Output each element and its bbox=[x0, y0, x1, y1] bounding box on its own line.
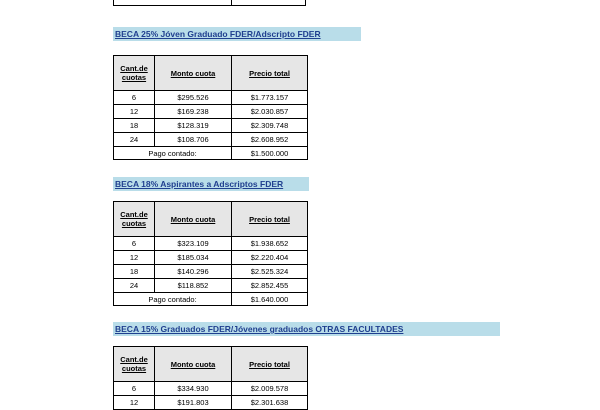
cell-monto: $295.526 bbox=[155, 91, 232, 105]
contado-label: Pago contado: bbox=[114, 147, 232, 160]
cell-monto: $185.034 bbox=[155, 251, 232, 265]
cell-precio: $2.220.404 bbox=[232, 251, 308, 265]
cell-monto: $108.706 bbox=[155, 133, 232, 147]
cell-cuotas: 12 bbox=[114, 105, 155, 119]
cell-precio: $2.030.857 bbox=[232, 105, 308, 119]
table-row bbox=[114, 105, 308, 119]
price-table-beca-18 bbox=[113, 201, 308, 306]
header-cuotas: Cant.de cuotas bbox=[114, 56, 155, 91]
table-row bbox=[114, 91, 308, 105]
cell-monto: $118.852 bbox=[155, 279, 232, 293]
table-header-row bbox=[114, 347, 308, 382]
section-title-beca-15 bbox=[113, 322, 500, 336]
section-title-beca-25 bbox=[113, 27, 361, 41]
price-table-beca-25 bbox=[113, 55, 308, 160]
header-monto: Monto cuota bbox=[155, 202, 232, 237]
cell-cuotas: 18 bbox=[114, 265, 155, 279]
header-precio: Precio total bbox=[232, 202, 308, 237]
cell-cuotas: 18 bbox=[114, 119, 155, 133]
cell-precio: $1.773.157 bbox=[232, 91, 308, 105]
section-title-text: BECA 15% Graduados FDER/Jóvenes graduados OTRAS FACULTADES bbox=[115, 324, 404, 334]
cell-monto: $191.803 bbox=[155, 396, 232, 410]
section-title-text: BECA 18% Aspirantes a Adscriptos FDER bbox=[115, 179, 284, 189]
cell-cuotas: 6 bbox=[114, 91, 155, 105]
cell-precio: $2.608.952 bbox=[232, 133, 308, 147]
cell-monto: $323.109 bbox=[155, 237, 232, 251]
header-monto: Monto cuota bbox=[155, 347, 232, 382]
contado-precio: $1.500.000 bbox=[232, 147, 308, 160]
cell-monto: $334.930 bbox=[155, 382, 232, 396]
cell-cuotas: 6 bbox=[114, 237, 155, 251]
contado-precio: $1.640.000 bbox=[232, 293, 308, 306]
table-row bbox=[114, 382, 308, 396]
table-row bbox=[114, 265, 308, 279]
table-row bbox=[114, 119, 308, 133]
price-table-beca-15 bbox=[113, 346, 308, 410]
table-row bbox=[114, 237, 308, 251]
cell-precio: $1.938.652 bbox=[232, 237, 308, 251]
table-row bbox=[114, 133, 308, 147]
header-precio: Precio total bbox=[232, 56, 308, 91]
table-row bbox=[114, 396, 308, 410]
contado-row bbox=[114, 147, 308, 160]
table-header-row bbox=[114, 202, 308, 237]
table-row bbox=[114, 251, 308, 265]
cell-cuotas: 12 bbox=[114, 251, 155, 265]
section-title-text: BECA 25% Jóven Graduado FDER/Adscripto FDER bbox=[115, 29, 321, 39]
table-row bbox=[114, 279, 308, 293]
header-cuotas: Cant.de cuotas bbox=[114, 202, 155, 237]
cell-monto: $140.296 bbox=[155, 265, 232, 279]
cell-precio: $2.009.578 bbox=[232, 382, 308, 396]
header-cuotas: Cant.de cuotas bbox=[114, 347, 155, 382]
contado-label: Pago contado: bbox=[114, 293, 232, 306]
header-precio: Precio total bbox=[232, 347, 308, 382]
cell-cuotas: 24 bbox=[114, 279, 155, 293]
cell-cuotas: 24 bbox=[114, 133, 155, 147]
cell-monto: $128.319 bbox=[155, 119, 232, 133]
previous-table-remnant bbox=[113, 0, 306, 6]
contado-row bbox=[114, 293, 308, 306]
header-monto: Monto cuota bbox=[155, 56, 232, 91]
table-header-row bbox=[114, 56, 308, 91]
cell-precio: $2.301.638 bbox=[232, 396, 308, 410]
section-title-beca-18 bbox=[113, 177, 309, 191]
cell-monto: $169.238 bbox=[155, 105, 232, 119]
column-divider bbox=[231, 0, 232, 5]
cell-precio: $2.525.324 bbox=[232, 265, 308, 279]
cell-cuotas: 6 bbox=[114, 382, 155, 396]
cell-precio: $2.309.748 bbox=[232, 119, 308, 133]
cell-precio: $2.852.455 bbox=[232, 279, 308, 293]
cell-cuotas: 12 bbox=[114, 396, 155, 410]
